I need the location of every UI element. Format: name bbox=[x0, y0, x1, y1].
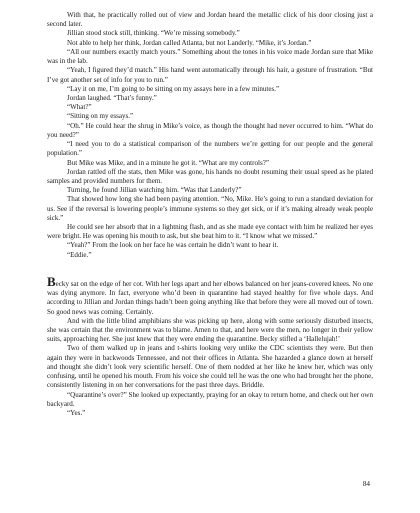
paragraph: That showed how long she had been paying attention. “No, Mike. He’s going to run a standard deviation for us. See if the reversal is lowering people’s immune systems so they get sick, or if it’s making already weak people sick.” bbox=[47, 195, 373, 222]
paragraph: “Oh.” He could hear the shrug in Mike’s voice, as though the thought had never occurred to him. “What do you need?” bbox=[47, 121, 373, 139]
paragraph: “Yes.” bbox=[67, 408, 86, 417]
paragraph: “Sitting on my essays.” bbox=[67, 112, 134, 121]
paragraph: Jordan laughed. “That’s funny.” bbox=[67, 93, 157, 102]
paragraph: “Yeah, I figured they’d match.” His hand went automatically through his hair, a gesture of frustration. “But I’ve got another set of info for you to run.” bbox=[47, 66, 373, 84]
paragraph: Jillian stood stock still, thinking. “We’re missing somebody.” bbox=[67, 29, 240, 38]
paragraph: He could see her absorb that in a lightning flash, and as she made eye contact with him he realized her eyes were bright. He was opening his mouth to ask, but she beat him to it. “I know what we missed.” bbox=[47, 223, 373, 241]
paragraph: “Yeah?” From the look on her face he was certain he didn’t want to hear it. bbox=[67, 241, 279, 250]
paragraph: But Mike was Mike, and in a minute he got it. “What are my controls?” bbox=[67, 158, 269, 167]
paragraph-dropcap bbox=[47, 273, 373, 317]
paragraph: “What?” bbox=[67, 103, 92, 112]
paragraph: “Quarantine’s over?” She looked up expectantly, praying for an okay to return home, and check out her own backyard. bbox=[47, 390, 373, 408]
paragraph: “All our numbers exactly match yours.” Something about the tones in his voice made Jordan sure that Mike was in the lab. bbox=[47, 47, 373, 66]
drop-cap: B bbox=[47, 273, 56, 289]
paragraph: Turning, he found Jillian watching him. “Was that Landerly?” bbox=[67, 186, 242, 195]
paragraph: “I need you to do a statistical comparison of the numbers we’re getting for our people and the general population.” bbox=[47, 140, 373, 158]
paragraph: And with the little blind amphibians she was picking up here, along with some seriously disturbed insects, she was certain that the environment was to blame. Amen to that, and here were the men, no longer in their yellow suits, approaching her. She just knew that they were ending the quarantine. Becky stifled a ‘Hallelujah!’ bbox=[47, 316, 373, 344]
paragraph: Jordan rattled off the stats, then Mike was gone, his hands no doubt resuming their usual speed as he plated samples and provided numbers for them. bbox=[47, 167, 373, 185]
paragraph-text: ecky sat on the edge of her cot. With her legs apart and her elbows balanced on her jeans-covered knees. No one was dying anymore. In fact, everyone who’d been in quarantine had stayed healthy for five whole days. And according to Jillian and Jordan things hadn’t been going anything like that before they were all moved out of town. So good news was coming. Certainly. bbox=[47, 279, 373, 316]
paragraph: “Lay it on me, I’m going to be sitting on my assays here in a few minutes.” bbox=[67, 84, 280, 93]
paragraph: Not able to help her think, Jordan called Atlanta, but not Landerly. “Mike, it’s Jordan.” bbox=[67, 38, 312, 47]
scene-break bbox=[47, 260, 373, 277]
paragraph: “Eddie.” bbox=[67, 250, 92, 259]
paragraph: With that, he practically rolled out of view and Jordan heard the metallic click of his door closing just a second later. bbox=[47, 11, 373, 29]
page-number: 84 bbox=[362, 480, 370, 488]
paragraph: Two of them walked up in jeans and t-shirts looking very unlike the CDC scientists they were. But then again they were in backwoods Tennessee, and not their offices in Atlanta. She hazarded a glance down at herself and thought she didn’t look very scientific herself. One of them nodded at her like he knew her, which was only confusing, until he opened his mouth. From his voice she could tell he was the one who had brought her the phone, consistently listening in on her conversations for the past three days. Briddle. bbox=[47, 344, 373, 390]
body-text bbox=[47, 11, 373, 418]
